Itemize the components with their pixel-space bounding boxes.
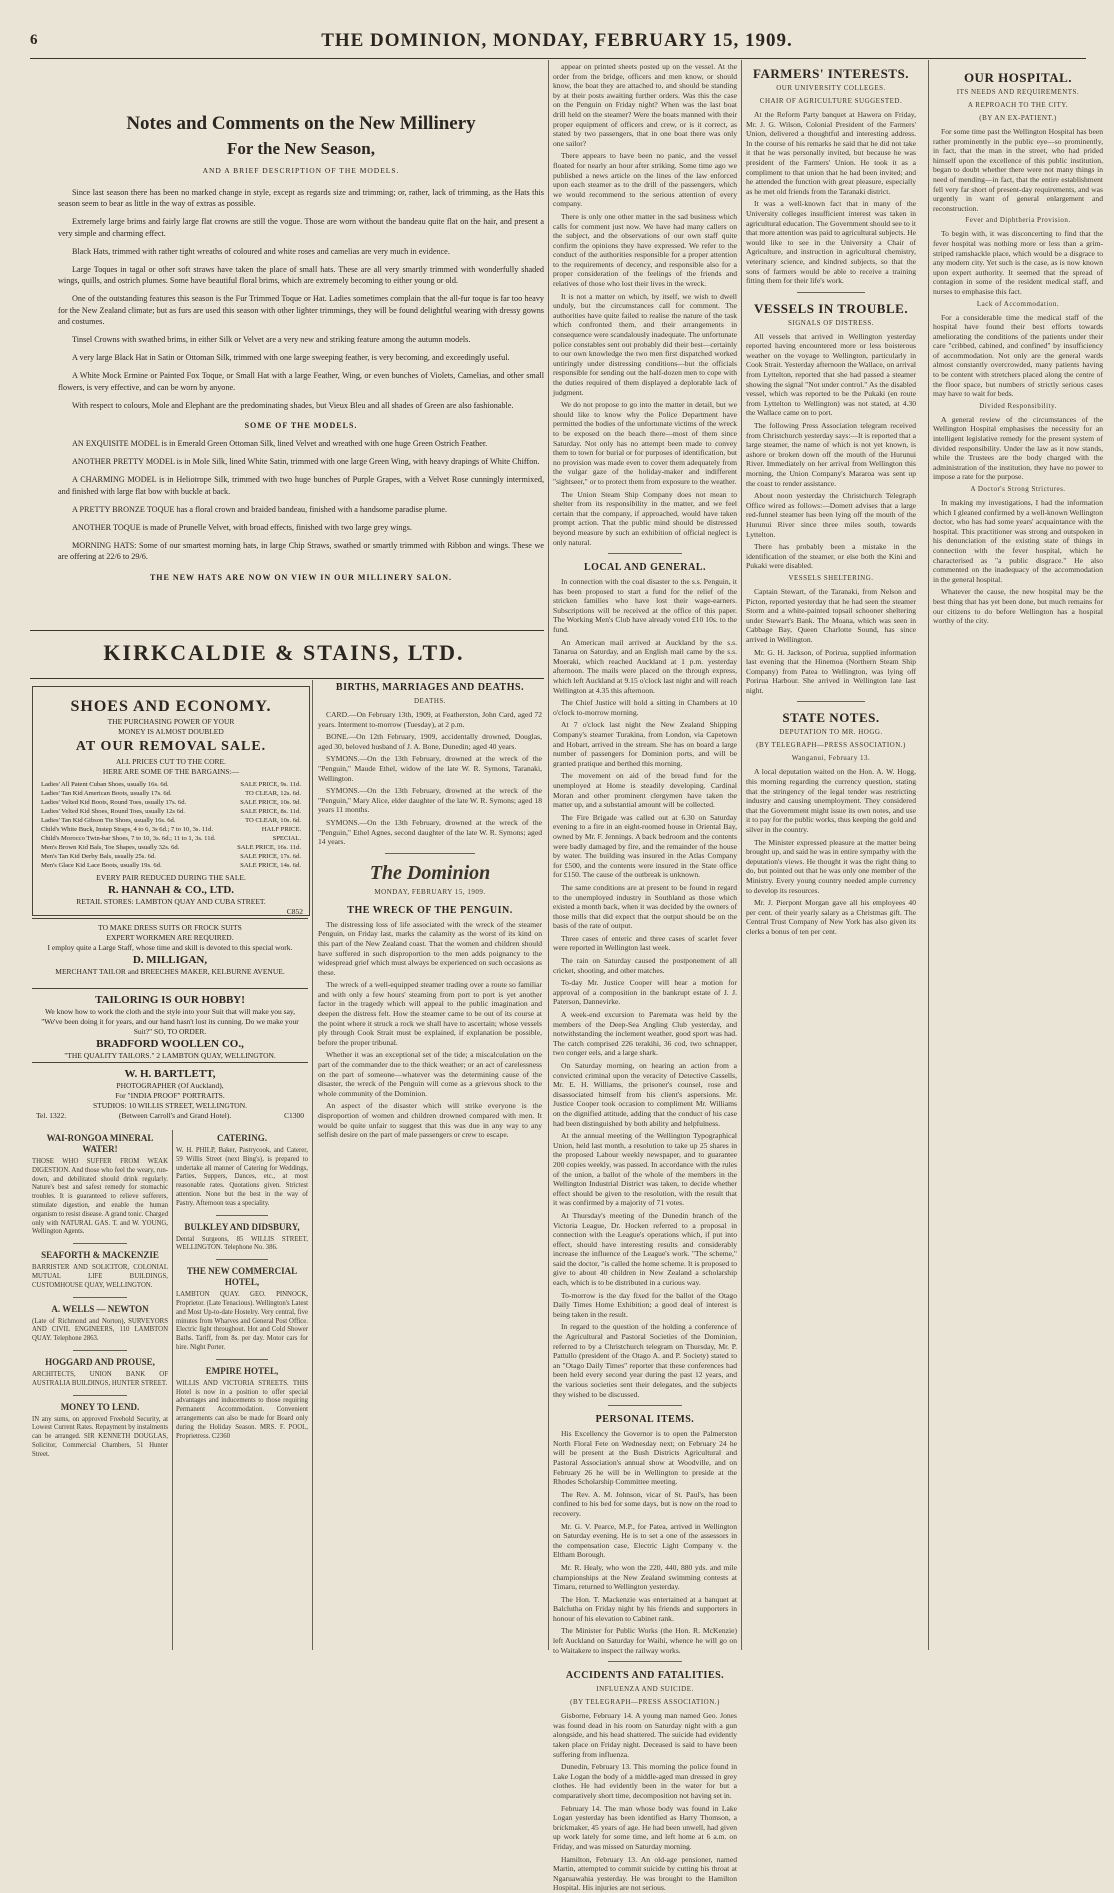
bartlett-name: W. H. BARTLETT, bbox=[124, 1068, 216, 1080]
models-heading: SOME OF THE MODELS. bbox=[244, 421, 358, 431]
shoes-ad-sale-title: AT OUR REMOVAL SALE. bbox=[75, 739, 267, 754]
death-notice: SYMONS.—On the 13th February, drowned at the wreck of the "Penguin," Mary Alice, elder daughter of the late W. R. Symons; aged 18 years 11 months. bbox=[318, 786, 542, 815]
article-paragraph: The movement on aid of the bread fund for the unemployed at Home is steadily developing. Cardinal Moran and other prominent clergymen have taken the matter up, and a substantial amount will be collected. bbox=[553, 771, 737, 810]
hospital-heading: OUR HOSPITAL. bbox=[963, 70, 1073, 85]
model-description: ANOTHER PRETTY MODEL is in Mole Silk, lined White Satin, trimmed with one large Green Wing, with heavy drapings of White Chiffon. bbox=[72, 457, 540, 467]
divider bbox=[608, 1405, 682, 1406]
hospital-subheading: ITS NEEDS AND REQUIREMENTS. bbox=[956, 88, 1080, 96]
article-paragraph: We do not propose to go into the matter in detail, but we should like to know why the Police Department have permitted the bodies of the unfortunate victims of the wreck to be exposed on the beach there—most of them since Saturday. Not only has no attempt been made to convey them to town for burial or for purposes of identification, but no provision was made even to cover them adequately from the vulgar gaze of the holiday-maker and indifferent "sightseer," or to protect them from exposure to the weather. bbox=[553, 400, 737, 486]
article-paragraph: appear on printed sheets posted up on the vessel. At the order from the bridge, officers and men know, or should know, the boat they are attached to, and should be standing by at their posts awaiting further orders. Was this the case on the Penguin on Friday night? When was the last boat drill held on the steamer? Were the boats manned with their proper equipment of officers and crew, or is it correct, as stated by two passengers, that in one boat there was only one sailor? bbox=[553, 62, 737, 148]
column-two bbox=[553, 62, 737, 1893]
death-notice: CARD.—On February 13th, 1909, at Featherston, John Card, aged 72 years. Interment to-morrow (Tuesday), at 2 p.m. bbox=[318, 710, 542, 729]
small-ads-left bbox=[32, 1130, 168, 1650]
small-ad-body: IN any sums, on approved Freehold Security, at Lowest Current Rates. Repayment by instalments can be arranged. SIR KENNETH DOUGLAS, Solicitor, Commercial Chambers, 51 Hunter Street. bbox=[32, 1415, 168, 1458]
article-paragraph: For a considerable time the medical staff of the hospital have found their best efforts towards ameliorating the conditions of the patients under their care "cribbed, cabined, and confined" by insufficiency of accommodation. Not only are the general wards almost constantly overcrowded, many patients having to be content with stretchers placed along the centre of the floor space, but numbers of strictly serious cases may have to wait for beds. bbox=[933, 312, 1103, 399]
small-ad-heading: WAI-RONGOA MINERAL WATER! bbox=[46, 1133, 154, 1154]
divider bbox=[797, 701, 865, 702]
article-paragraph: At the annual meeting of the Wellington Typographical Union, held last month, a resolution to take up 25 shares in the proposed Labour weekly newspaper, and to guarantee 200 copies weekly, was passed. In accordance with the rules of the union, a ballot of the whole of the members in the Wellington Industrial District was taken, to decide whether effect should be given to the resolution, with the result that it was confirmed by a majority of 71 votes. bbox=[553, 1131, 737, 1208]
bartlett-line: For "INDIA PROOF" PORTRAITS. bbox=[115, 1091, 225, 1100]
divider bbox=[73, 1395, 127, 1396]
milligan-body: I employ quite a Large Staff, whose time and skill is devoted to this special work. bbox=[47, 943, 293, 952]
hospital-subheading: Lack of Accommodation. bbox=[976, 299, 1060, 308]
model-description: A CHARMING MODEL is in Heliotrope Silk, trimmed with two huge bunches of Purple Grapes, with a Velvet Rose cunningly intermixed, and finished with large flat bow with buckle at back. bbox=[58, 475, 544, 496]
article-paragraph: The Minister for Public Works (the Hon. R. McKenzie) left Auckland on Saturday for Waihi, whence he will go on to Waitakere to inspect the railway works. bbox=[553, 1626, 737, 1655]
article-paragraph: Mr. R. Healy, who won the 220, 440, 880 yds. and mile championships at the New Zealand swimming contests at Timaru, returned to Wellington yesterday. bbox=[553, 1562, 737, 1592]
article-paragraph: Three cases of enteric and three cases of scarlet fever were reported in Wellington last week. bbox=[553, 933, 737, 953]
column-rule bbox=[741, 60, 742, 1650]
article-paragraph: Mr. G. V. Pearce, M.P., for Patea, arrived in Wellington on Saturday evening. He is to set a one of the assessors in the compensation case, Electric Light Company v. the Eltham Borough. bbox=[553, 1521, 737, 1560]
editorial-paragraph: The wreck of a well-equipped steamer trading over a route so familiar and with only a few hours' steaming from port to port is yet another factor in the tragedy which will appeal to the public imagination and deepen the distress felt. How the steamer came to be out of its course at the point where it struck a rock we shall have to ascertain; whose vessels ply through Cook Strait must be explained, if explanation be possible, before the proper tribunal. bbox=[318, 980, 542, 1047]
small-ad-body: THOSE WHO SUFFER FROM WEAK DIGESTION. And those who feel the weary, run-down, and debilitated should drink regularly. Nature's best and safest remedy for stomachic troubles. It is guaranteed to relieve sufferers, stimulate digestion, and enable the human organism to resist disease. A grand tonic. Charged only with NATURAL GAS. T. and W. YOUNG, Wellington Agents. bbox=[32, 1158, 168, 1236]
dominion-logo: The Dominion bbox=[369, 861, 491, 884]
small-ad-heading: CATERING. bbox=[216, 1133, 268, 1143]
model-description: AN EXQUISITE MODEL is in Emerald Green Ottoman Silk, lined Velvet and wreathed with one huge Green Ostrich Feather. bbox=[72, 439, 488, 449]
article-paragraph: A week-end excursion to Paremata was held by the members of the Deep-Sea Angling Club yesterday, and notwithstanding the inclement weather, good sport was had. The catch comprised 226 terakihi, 36 cod, two schnapper, two conger eels, and a large shark. bbox=[553, 1010, 737, 1058]
small-ad-heading: BULKLEY AND DIDSBURY, bbox=[184, 1221, 300, 1232]
model-description: MORNING HATS: Some of our smartest morning hats, in large Chip Straws, swathed or smartly trimmed with Ribbon and wings. These we are offering at 22/6 to 29/6. bbox=[58, 541, 544, 562]
divider bbox=[73, 1243, 127, 1244]
bartlett-line: STUDIOS: 10 WILLIS STREET, WELLINGTON. bbox=[92, 1101, 247, 1110]
column-four bbox=[746, 62, 916, 1650]
editorial-column bbox=[318, 682, 542, 1650]
divider bbox=[73, 1350, 127, 1351]
article-paragraph: The Minister expressed pleasure at the matter being brought up, and said he was in entire sympathy with the deputation's views. He thought it was the right thing to do, but pointed out that he was only one member of the Ministry. Every young country needed ample currency to develop its resources. bbox=[746, 837, 916, 895]
ad-code: C1300 bbox=[283, 1111, 304, 1120]
article-paragraph: About noon yesterday the Christchurch Telegraph Office wired as follows:—Domett advises that a large red-funnel steamer has been lying off the mouth of the Hurunui River since three miles south, towards Lyttelton. bbox=[746, 491, 916, 539]
bartlett-line: PHOTOGRAPHER (Of Auckland), bbox=[116, 1081, 224, 1090]
millinery-paragraph: Large Toques in tagal or other soft straws have taken the place of small hats. These are all very smartly trimmed with wonderfully shaded wings, quills, and ostrich plumes. Some have beautiful floral brims, which are extremely becoming to either young or old. bbox=[58, 265, 544, 286]
article-paragraph: Hamilton, February 13. An old-age pensioner, named Martin, attempted to commit suicide by cutting his throat at Ngaruawahia yesterday. He was brought to the Hamilton Hospital. His injuries are not serious. bbox=[553, 1854, 737, 1893]
millinery-paragraph: Tinsel Crowns with swathed brims, in either Silk or Velvet are a very new and striking feature among the autumn models. bbox=[72, 335, 471, 345]
hospital-subheading: Divided Responsibility. bbox=[979, 401, 1057, 410]
price-row: Ladies' Tan Kid Gibson Tie Shoes, usually 16s. 6d. TO CLEAR, 10s. 6d. bbox=[41, 817, 301, 824]
millinery-paragraph: One of the outstanding features this season is the Fur Trimmed Toque or Hat. Ladies sometimes complain that the all-fur toque is far too heavy for the New Zealand climate; but as furs are used this season with other lighter trimmings, they will be found delightful wearing with dressy gowns and costumes. bbox=[58, 294, 544, 326]
column-rule bbox=[548, 60, 549, 1650]
article-paragraph: His Excellency the Governor is to open the Palmerston North Floral Fete on Wednesday next; on February 24 he will be present at the Bush Districts Agricultural and Pastoral Association's annual show at Woodville, and on February 26 he will be in Wellington to preside at the Rhodes Scholarship Committee meeting. bbox=[553, 1429, 737, 1487]
small-ad-body: W. H. PHILP, Baker, Pastrycook, and Caterer, 59 Willis Street (next Bing's), is prepared to undertake all manner of Catering for Weddings, Parties, Suppers, Dances, etc., at most reasonable rates. Quotations given. Strictest attention. None but the best in the way of Pastry. Afternoon teas a speciality. bbox=[176, 1147, 308, 1207]
accidents-subheading: INFLUENZA AND SUICIDE. bbox=[596, 1685, 694, 1694]
farmers-subheading: CHAIR OF AGRICULTURE SUGGESTED. bbox=[759, 97, 903, 105]
article-paragraph: A general review of the circumstances of the Wellington Hospital emphasises the necessity for an intelligent legislative remedy for the present system of divided responsibility. Under the law as it now stands, while the Trustees are the body charged with the administration of the institution, they have no power to impose a rate for the purpose. bbox=[933, 414, 1103, 482]
article-paragraph: An American mail arrived at Auckland by the s.s. Tanarua on Saturday, and an English mail came by the s.s. Moeraki, which reached Auckland at 1 p.m. yesterday afternoon. The mails were placed on the through express, which left Auckland at 9.15 o'clock last night and will reach Wellington at 4.35 this afternoon. bbox=[553, 637, 737, 695]
editorial-paragraph: The distressing loss of life associated with the wreck of the steamer Penguin, on Friday last, marks the calamity as the worst of its kind on this part of the New Zealand coast. That the women and children should have suffered in such disproportion to the men adds poignancy to the widespread grief which must always be experienced on such occasions as these. bbox=[318, 919, 542, 977]
editorial-heading: THE WRECK OF THE PENGUIN. bbox=[347, 904, 513, 916]
small-ad-body: BARRISTER AND SOLICITOR, COLONIAL MUTUAL LIFE BUILDINGS, CUSTOMHOUSE QUAY, WELLINGTON. bbox=[32, 1264, 168, 1289]
shoes-ad-footer: EVERY PAIR REDUCED DURING THE SALE. bbox=[96, 873, 246, 882]
hospital-column bbox=[933, 62, 1103, 1650]
section-rule bbox=[30, 678, 544, 679]
article-paragraph: February 14. The man whose body was found in Lake Logan yesterday has been identified as Harry Thomson, a brickmaker, 45 years of age. He had been unwell, had given up work lately for some time, and left home at 6 a.m. on Friday, and was missed on Saturday morning. bbox=[553, 1803, 737, 1851]
article-paragraph: There is only one other matter in the sad business which calls for comment just now. We have had many callers on the subject, and the observations of our own staff quite confirm the opinions they have expressed. We refer to the conduct of the authorities responsible for a proper attention to the requirements of decency, and responsible also for a proper consideration of the feelings of the friends and relatives of those who lost their lives in the wreck. bbox=[553, 211, 737, 289]
bartlett-line: (Between Carroll's and Grand Hotel). bbox=[118, 1111, 232, 1120]
bradford-name: BRADFORD WOOLLEN CO., bbox=[96, 1038, 244, 1050]
shoes-ad-title: SHOES AND ECONOMY. bbox=[70, 698, 272, 715]
shoes-advertisement bbox=[32, 686, 310, 916]
millinery-paragraph: Since last season there has been no marked change in style, except as regards size and trimming; or, rather, lack of trimming, as the Hats this season seem to bear as little in the way of extras as possible. bbox=[58, 188, 544, 209]
small-ad-heading: THE NEW COMMERCIAL HOTEL, bbox=[186, 1266, 298, 1288]
milligan-line: EXPERT WORKMEN ARE REQUIRED. bbox=[106, 933, 234, 942]
milligan-sub: MERCHANT TAILOR and BREECHES MAKER, KELBURNE AVENUE. bbox=[55, 967, 285, 976]
price-row: Ladies' Velted Kid Boots, Round Toes, usually 17s. 6d. SALE PRICE, 10s. 9d. bbox=[41, 799, 301, 806]
article-paragraph: All vessels that arrived in Wellington yesterday reported having encountered more or less boisterous weather on the voyage to Wellington, particularly in Cook Strait. Yesterday afternoon the Wallace, on arrival from Lyttelton, reported that she had passed a steamer showing the signal "Not under control." As the disabled vessel, which was reported to be the Pukaki (en route from Lyttelton to Wellington) was not stated, at 4.30 the Wallace came on to port. bbox=[746, 331, 916, 418]
milligan-line: TO MAKE DRESS SUITS OR FROCK SUITS bbox=[98, 923, 242, 932]
editorial-paragraph: Whether it was an exceptional set of the tide; a miscalculation on the part of the commander due to the thick weather; or an act of carelessness on the part of someone—whatever was the determining cause of the disaster, the wreck of the Penguin will come as a grievous shock to the whole community of the Dominion. bbox=[318, 1050, 542, 1098]
divider bbox=[608, 553, 682, 554]
small-ad-body: (Late of Richmond and Norton), SURVEYORS AND CIVIL ENGINEERS, 110 LAMBTON QUAY. Telephone 2863. bbox=[32, 1317, 168, 1343]
article-paragraph: It was a well-known fact that in many of the University colleges insufficient interest was taken in agricultural education. The Government should see to it that more attention was paid to agricultural subjects. He would like to see in the University a Chair of Agriculture, and instruction in agricultural chemistry, veterinary science, and kindred subjects, so that the sons of farmers would be able to receive a training fitting them for their life's work. bbox=[746, 199, 916, 286]
state-notes-heading: STATE NOTES. bbox=[782, 710, 880, 726]
small-ads-right bbox=[176, 1130, 308, 1650]
column-rule bbox=[172, 1130, 173, 1650]
column-rule bbox=[928, 60, 929, 1650]
small-ad-heading: A. WELLS — NEWTON bbox=[51, 1303, 149, 1314]
masthead-title: THE DOMINION, MONDAY, FEBRUARY 15, 1909. bbox=[321, 30, 793, 51]
article-paragraph: It is not a matter on which, by itself, we wish to dwell unduly, but the circumstances call for comment. The authorities have quite failed to realise the nature of the task which confronted them, and their arrangements in consequence were scandalously inadequate. The unfortunate police constables sent out probably did their best—certainly to our own knowledge the two men first dispatched worked untiringly under distressing conditions—but the officials responsible for sending out the half-dozen men to cope with the duties required of them displayed a deplorable lack of judgment. bbox=[553, 291, 737, 397]
death-notice: SYMONS.—On the 13th February, drowned at the wreck of the "Penguin," Ethel Agnes, second daughter of the late W. R. Symons; aged 14 years. bbox=[318, 817, 542, 847]
divider bbox=[385, 853, 475, 854]
article-paragraph: At Thursday's meeting of the Dunedin branch of the Victoria League, Dr. Hocken referred to a proposal in connection with the League's operations which, if put into effect, should have interesting results and considerably increase the influence of the League's work. "The scheme," said the doctor, "is called the home scheme. It is proposed to give to about 40 children in New Zealand a scholarship each, which is to be distributed in a curious way. bbox=[553, 1210, 737, 1288]
small-ad-body: LAMBTON QUAY. GEO. PINNOCK, Proprietor. (Late Tenacious). Wellington's Latest and Most Up-to-date Hostelry. Very central, five minutes from Wharves and General Post Office. Electric light throughout. Hot and Cold Shower Baths. Tariff, from 8s. per day. Motor cars for hire. Night Porter. bbox=[176, 1291, 308, 1351]
bradford-advertisement bbox=[32, 988, 308, 1060]
hospital-byline: (BY AN EX-PATIENT.) bbox=[979, 114, 1057, 122]
article-paragraph: At 7 o'clock last night the New Zealand Shipping Company's steamer Turakina, from London, via Capetown and Hobart, arrived in the stream. She has on board a large number of passengers for Dominion ports, and will be granted pratique and berthed this morning. bbox=[553, 720, 737, 768]
divider bbox=[216, 1259, 269, 1260]
editorial-dateline: MONDAY, FEBRUARY 15, 1909. bbox=[374, 887, 486, 896]
price-row: Men's Brown Kid Bals, Toe Shapes, usually 32s. 6d. SALE PRICE, 16s. 11d. bbox=[41, 844, 301, 851]
death-notice: BONE.—On 12th February, 1909, accidentally drowned, Douglas, aged 30, beloved husband of J. A. Bone, Dunedin; aged 40 years. bbox=[318, 732, 542, 751]
divider bbox=[73, 1297, 127, 1298]
price-row: Child's Morocco Twin-bar Shoes, 7 to 10, 3s. 6d.; 11 to 1, 3s. 11d. SPECIAL. bbox=[41, 835, 301, 842]
editorial-paragraph: An aspect of the disaster which will strike everyone is the disproportion of women and children drowned compared with men. It would be quite unfair to suggest that this was due in any way to any selfish desire on the part of male passengers or crew to escape. bbox=[318, 1101, 542, 1140]
vessels-subheading: VESSELS SHELTERING. bbox=[788, 573, 874, 582]
article-paragraph: The rain on Saturday caused the postponement of all cricket, shooting, and other matches. bbox=[553, 956, 737, 975]
article-paragraph: On Saturday morning, on hearing an action from a convicted criminal upon the veracity of Detective Cassells, Mr. E. H. Williams, the prisoner's counsel, rose and disassociated himself from his client's aspersions. Mr. Justice Cooper took occasion to compliment Mr. Williams on the dignified attitude, adding that the conduct of his case had been distinguished by both ability and helpfulness. bbox=[553, 1061, 737, 1128]
column-rule bbox=[312, 680, 313, 1650]
article-paragraph: Captain Stewart, of the Taranaki, from Nelson and Picton, reported yesterday that he had seen the steamer Storm and a white-painted topsail schooner sheltering under Stewart's Bank. The Moana, which was seen in Cabbage Bay, Queen Charlotte Sound, has since arrived in Wellington. bbox=[746, 586, 916, 644]
press-association-line: (BY TELEGRAPH—PRESS ASSOCIATION.) bbox=[756, 741, 906, 750]
divider bbox=[608, 1661, 682, 1662]
article-paragraph: In regard to the question of the holding a conference of the Agricultural and Pastoral Societies of the Dominion, referred to by a Christchurch telegram on Thursday, Mr. P. Pattullo (president of the Otago A. and P. Society) stated to an "Otago Daily Times" reporter that these conferences had been held every second year during the past 12 years, and the various societies sent their delegates, and the subjects they wished to be discussed. bbox=[553, 1322, 737, 1399]
shoes-price-list bbox=[33, 780, 309, 870]
milligan-advertisement bbox=[32, 918, 308, 981]
article-paragraph: There has probably been a mistake in the identification of the steamer, or else both the Kini and Pukaki were disabled. bbox=[746, 542, 916, 571]
hospital-subheading: A Doctor's Strong Strictures. bbox=[970, 485, 1066, 493]
farmers-heading: FARMERS' INTERESTS. bbox=[753, 66, 909, 81]
shoes-ad-line: HERE ARE SOME OF THE BARGAINS:— bbox=[102, 767, 240, 776]
article-paragraph: The Union Steam Ship Company does not mean to shelter from its responsibility in the matter, and we feel certain that the company, if approached, would have taken prompt action. That the public mind should be distressed beyond measure by such an exhibition of official neglect is only natural. bbox=[553, 489, 737, 547]
millinery-paragraph: With respect to colours, Mole and Elephant are the predominating shades, but Vieux Bleu and all shades of Green are also fashionable. bbox=[72, 400, 514, 410]
article-paragraph: Whatever the cause, the new hospital may be the best thing that has yet been done, but much remains for our citizens to do before Wellington has a hospital worthy of the city. bbox=[933, 587, 1103, 626]
deaths-subheading: DEATHS. bbox=[413, 697, 447, 705]
vessels-heading: VESSELS IN TROUBLE. bbox=[753, 300, 909, 316]
bartlett-advertisement bbox=[32, 1062, 308, 1125]
masthead-rule bbox=[30, 58, 1086, 59]
price-row: Men's Tan Kid Derby Bals, usually 25s. 6d. SALE PRICE, 17s. 6d. bbox=[41, 853, 301, 860]
price-row: Men's Glace Kid Lace Boots, usually 19s. 6d. SALE PRICE, 14s. 6d. bbox=[41, 862, 301, 869]
article-paragraph: To-morrow is the day fixed for the ballot of the Otago Daily Times Home Exhibition; a good deal of interest is being taken in the result. bbox=[553, 1290, 737, 1319]
article-paragraph: Dunedin, February 13. This morning the police found in Lake Logan the body of a middle-aged man dressed in grey clothes. He had evidently been in the water for but a comparatively short time, decomposition not having set in. bbox=[553, 1762, 737, 1800]
divider bbox=[216, 1215, 269, 1216]
personal-heading: PERSONAL ITEMS. bbox=[595, 1414, 695, 1426]
millinery-title: Notes and Comments on the New Millinery bbox=[126, 113, 476, 134]
small-ad-body: ARCHITECTS, UNION BANK OF AUSTRALIA BUILDINGS, HUNTER STREET. bbox=[32, 1370, 168, 1387]
article-paragraph: At the Reform Party banquet at Hawera on Friday, Mr. J. G. Wilson, Colonial President of the Farmers' Union, delivered a thoughtful and interesting address. In the course of his remarks he said that he did not take it that he was personally invited, but because he was president of the Farmers' Union. He took it as a compliment to that union that he had been invited; and he attended the function with great pleasure, especially as he met old friends from the Taranaki district. bbox=[746, 110, 916, 196]
model-description: ANOTHER TOQUE is made of Prunelle Velvet, with broad effects, finished with two large grey wings. bbox=[72, 523, 412, 533]
accidents-heading: ACCIDENTS AND FATALITIES. bbox=[565, 1670, 725, 1682]
price-row: Ladies' All Patent Cuban Shoes, usually 16s. 6d. SALE PRICE, 9s. 11d. bbox=[41, 781, 301, 788]
ad-code: C852 bbox=[286, 907, 303, 916]
bradford-body: We know how to work the cloth and the style into your Suit that will make you say, "We've been doing it for years, and our hand hasn't lost its cunning. Do we make your Suit?" SO, TO ORDER. bbox=[41, 1007, 299, 1036]
press-association-line: (BY TELEGRAPH—PRESS ASSOCIATION.) bbox=[570, 1698, 720, 1707]
kirkcaldie-name: KIRKCALDIE & STAINS, LTD. bbox=[103, 640, 465, 665]
article-paragraph: A local deputation waited on the Hon. A. W. Hogg, this morning regarding the currency question, stating that the stringency of the legal tender was restricting industry and causing unemployment. They considered that the Government might issue its own notes, and use it to pay for the public works, thus keeping the gold and silver in the country. bbox=[746, 767, 916, 835]
hannah-stores: RETAIL STORES: LAMBTON QUAY AND CUBA STREET. bbox=[76, 897, 266, 906]
article-paragraph: For some time past the Wellington Hospital has been rather prominently in the public eye—so prominently, in fact, that the man in the street, who had prided himself upon the excellence of this public institution, began to doubt whether there were not many things in need of mending—in fact, that the entire establishment fell very far short of present-day requirements, and was urgently in want of general enlargement and reconstruction. bbox=[933, 127, 1103, 213]
article-paragraph: The Hon. T. Mackenzie was entertained at a banquet at Balclutha on Friday night by his friends and supporters in honour of his elevation to Cabinet rank. bbox=[553, 1594, 737, 1623]
article-paragraph: In making my investigations, I had the information which I gleaned confirmed by a well-known Wellington doctor, who has had some years' acquaintance with the hospital. This practitioner was strong and outspoken in his denunciation of the existing state of things in connection with the fever hospital, which he characterised as "a public disgrace." He also commented on the inadequacy of the accommodation in the general hospital. bbox=[933, 498, 1103, 584]
milligan-name: D. MILLIGAN, bbox=[132, 954, 208, 966]
small-ad-heading: SEAFORTH & MACKENZIE bbox=[41, 1250, 159, 1261]
divider bbox=[216, 1359, 269, 1360]
article-paragraph: In connection with the coal disaster to the s.s. Penguin, it has been proposed to start a fund for the relief of the stricken families who have lost their wage-earners. Subscriptions will be received at the office of this paper. The Working Men's Club have already voted £10 10s. to the fund. bbox=[553, 577, 737, 635]
divider bbox=[797, 292, 865, 293]
state-notes-dateline: Wanganui, February 13. bbox=[791, 754, 871, 763]
article-paragraph: Gisborne, February 14. A young man named Geo. Jones was found dead in his room on Saturday night with a gun alongside, and his head shattered. The suicide had evidently taken place on Friday night. Deceased is said to have been suffering from influenza. bbox=[553, 1711, 737, 1759]
vessels-subheading: SIGNALS OF DISTRESS. bbox=[787, 318, 875, 327]
small-ad-body: Dental Surgeons, 85 WILLIS STREET, WELLINGTON. Telephone No. 386. bbox=[176, 1235, 308, 1252]
millinery-footer: THE NEW HATS ARE NOW ON VIEW IN OUR MILLINERY SALON. bbox=[149, 572, 453, 582]
shoes-ad-line: MONEY IS ALMOST DOUBLED bbox=[118, 727, 224, 736]
article-paragraph: The Chief Justice will hold a sitting in Chambers at 10 o'clock to-morrow morning. bbox=[553, 698, 737, 717]
article-paragraph: There appears to have been no panic, and the vessel floated for nearly an hour after striking. Some time ago we published a news article on the lines of the law enforced upon each steamer as to the drill of the passengers, which we would recommend to the serious attention of every company. bbox=[553, 151, 737, 209]
article-paragraph: To-day Mr. Justice Cooper will hear a motion for approval of a composition in the bankrupt estate of J. J. Paterson, Dannevirke. bbox=[553, 978, 737, 1007]
bradford-title: TAILORING IS OUR HOBBY! bbox=[95, 994, 245, 1006]
millinery-paragraph: Black Hats, trimmed with rather tight wreaths of coloured and white roses and camelias are very much in evidence. bbox=[72, 246, 450, 256]
millinery-description-line: AND A BRIEF DESCRIPTION OF THE MODELS. bbox=[202, 166, 400, 175]
article-paragraph: The Fire Brigade was called out at 6.30 on Saturday evening to a fire in an eight-roomed house in Oriental Bay, owned by Mr. F. Jennings. A back bedroom and the contents were badly damaged by fire, and the remainder of the house by water. The building was insured in the Atlas Company for £500, and the contents were insured in the State office for £150. The cause of the outbreak is unknown. bbox=[553, 812, 737, 880]
model-description: A PRETTY BRONZE TOQUE has a floral crown and braided bandeau, finished with a handsome paradise plume. bbox=[72, 504, 448, 514]
shoes-ad-line: ALL PRICES CUT TO THE CORE. bbox=[115, 757, 226, 766]
hannah-company: R. HANNAH & CO., LTD. bbox=[107, 884, 235, 896]
page-number: 6 bbox=[30, 32, 38, 48]
hospital-subheading: Fever and Diphtheria Provision. bbox=[965, 216, 1071, 225]
article-paragraph: Mr. G. H. Jackson, of Porirua, supplied information last evening that the Hinemoa (Northern Steam Ship Company) from Patea to Wellington, was lying off Porirua Harbour. She arrived in Wellington late last night. bbox=[746, 647, 916, 695]
shoes-ad-line: THE PURCHASING POWER OF YOUR bbox=[107, 717, 235, 726]
local-general-heading: LOCAL AND GENERAL. bbox=[583, 562, 707, 574]
millinery-article bbox=[58, 80, 544, 620]
death-notice: SYMONS.—On the 13th February, drowned at the wreck of the "Penguin," Maude Ethel, widow of the late W. R. Symons, Taranaki, Wellington. bbox=[318, 754, 542, 783]
millinery-paragraph: Extremely large brims and fairly large flat crowns are still the vogue. Those are worn without the bandeau quite flat on the hair, and present a very simple and charming effect. bbox=[58, 217, 544, 238]
small-ad-heading: EMPIRE HOTEL, bbox=[205, 1365, 279, 1376]
price-row: Child's White Buck, Instep Straps, 4 to 6, 3s 6d.; 7 to 10, 3s. 11d. HALF PRICE. bbox=[41, 826, 301, 833]
bradford-sub: "THE QUALITY TAILORS." 2 LAMBTON QUAY, WELLINGTON. bbox=[64, 1051, 276, 1060]
article-paragraph: The following Press Association telegram received from Christchurch yesterday says:—It is reported that a large steamer, the name of which is not yet known, is ashore or broken down off the mouth of the Hurunui River. Immediately on her arrival from Wellington this morning, the Union Company's Mararoa was sent up the coast to render assistance. bbox=[746, 421, 916, 488]
price-row: Ladies' Tan Kid American Boots, usually 17s. 6d. TO CLEAR, 12s. 6d. bbox=[41, 790, 301, 797]
bartlett-tel: Tel. 1322. bbox=[36, 1111, 67, 1120]
price-row: Ladies' Velted Kid Shoes, Round Toes, usually 12s 6d. SALE PRICE, 8s. 11d. bbox=[41, 808, 301, 815]
hospital-subheading: A REPROACH TO THE CITY. bbox=[967, 101, 1069, 109]
births-heading: BIRTHS, MARRIAGES AND DEATHS. bbox=[335, 682, 525, 693]
small-ad-body: WILLIS AND VICTORIA STREETS. THIS Hotel is now in a position to offer special advantages and inducements to those requiring Permanent Accommodation. Convenient arrangements can also be made for Board only during the Holiday Season. MRS. F. POOL, Proprietress. C2360 bbox=[176, 1379, 308, 1440]
millinery-paragraph: A White Mock Ermine or Painted Fox Toque, or Small Hat with a large Feather, Wing, or even bunches of Violets, Camelias, and other small flowers, is very effective, and can be worn by anyone. bbox=[58, 371, 544, 392]
article-paragraph: The Rev. A. M. Johnson, vicar of St. Paul's, has been confined to his bed for some days, but is now on the road to recovery. bbox=[553, 1489, 737, 1518]
farmers-subheading: OUR UNIVERSITY COLLEGES. bbox=[776, 84, 886, 92]
state-notes-subheading: DEPUTATION TO MR. HOGG. bbox=[779, 728, 883, 737]
article-paragraph: Mr. J. Pierpont Morgan gave all his employees 40 per cent. of their yearly salary as a Christmas gift. The Central Trust Company of New York has also given its clerks a bonus of ten per cent. bbox=[746, 898, 916, 936]
article-paragraph: The same conditions are at present to be found in regard to the unemployed industry in Southland as those which existed a month back, when it was decided by the owners of those mills that did expect that the output should be on the basis of the rate of output. bbox=[553, 882, 737, 931]
millinery-subtitle: For the New Season, bbox=[227, 139, 375, 158]
small-ad-heading: HOGGARD AND PROUSE, bbox=[45, 1356, 155, 1367]
bartlett-footer bbox=[32, 1111, 308, 1121]
millinery-paragraph: A very large Black Hat in Satin or Ottoman Silk, trimmed with one large sweeping feather, is very becoming, and exceedingly useful. bbox=[72, 353, 510, 363]
article-paragraph: To begin with, it was disconcerting to find that the fever hospital was nothing more or less than a grim-striped ramshackle place, which would be a disgrace to any modern city. Yet such is the case, as is now known upon expert authority. It seemed that the spread of contagion in some of the resident medical staff, and nurses to emphasise this fact. bbox=[933, 229, 1103, 296]
section-rule bbox=[30, 630, 544, 631]
small-ad-heading: MONEY TO LEND. bbox=[60, 1401, 140, 1412]
